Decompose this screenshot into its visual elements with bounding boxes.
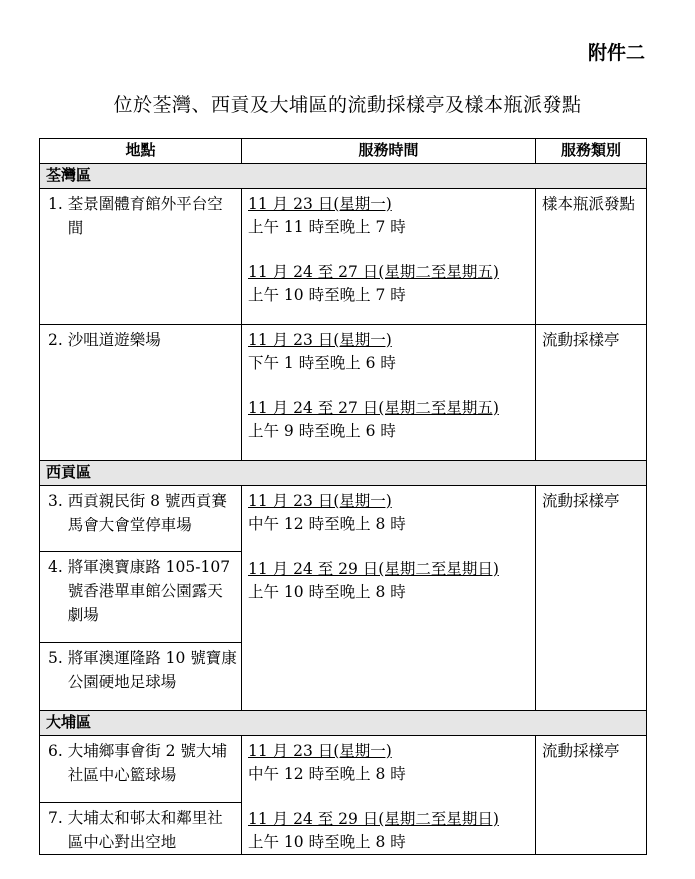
slot-hours: 中午 12 時至晚上 8 時 bbox=[248, 765, 406, 783]
table-header-row bbox=[40, 139, 647, 164]
slot-hours: 中午 12 時至晚上 8 時 bbox=[248, 515, 406, 533]
region-row bbox=[40, 164, 647, 189]
site-name: 沙咀道遊樂場 bbox=[67, 331, 161, 349]
site-name: 荃景圍體育館外平台空間 bbox=[67, 195, 223, 237]
slot-hours: 下午 1 時至晚上 6 時 bbox=[248, 354, 396, 372]
location-cell bbox=[40, 802, 242, 854]
slot-date: 11 月 23 日(星期一) bbox=[248, 742, 392, 760]
region-name: 大埔區 bbox=[40, 711, 647, 736]
site-number: 7. bbox=[48, 808, 68, 827]
site-number: 5. bbox=[48, 649, 68, 667]
service-type-cell: 流動採樣亭 bbox=[536, 325, 647, 461]
table-row bbox=[40, 486, 647, 552]
location-cell bbox=[40, 552, 242, 643]
location-cell bbox=[40, 189, 242, 325]
slot-date: 11 月 24 至 27 日(星期二至星期五) bbox=[248, 263, 499, 281]
region-row bbox=[40, 711, 647, 736]
service-type-cell: 流動採樣亭 bbox=[536, 736, 647, 855]
site-name: 將軍澳運隆路 10 號寶康公園硬地足球場 bbox=[67, 649, 237, 691]
location-cell bbox=[40, 643, 242, 711]
table-row bbox=[40, 189, 647, 325]
site-name: 西貢親民街 8 號西貢賽馬會大會堂停車場 bbox=[67, 492, 227, 534]
site-number: 4. bbox=[48, 558, 68, 576]
slot-hours: 上午 11 時至晚上 7 時 bbox=[248, 218, 406, 236]
location-cell bbox=[40, 736, 242, 803]
service-time-cell bbox=[242, 736, 536, 855]
header-location: 地點 bbox=[40, 139, 242, 164]
header-service-type: 服務類別 bbox=[536, 139, 647, 164]
service-time-cell bbox=[242, 189, 536, 325]
region-name: 西貢區 bbox=[40, 461, 647, 486]
slot-hours: 上午 10 時至晚上 8 時 bbox=[248, 833, 406, 851]
slot-hours: 上午 10 時至晚上 7 時 bbox=[248, 286, 406, 304]
slot-hours: 上午 9 時至晚上 6 時 bbox=[248, 422, 396, 440]
slot-date: 11 月 24 至 29 日(星期二至星期日) bbox=[248, 560, 499, 578]
slot-date: 11 月 24 至 27 日(星期二至星期五) bbox=[248, 399, 499, 417]
site-number: 2. bbox=[48, 331, 68, 349]
location-cell bbox=[40, 486, 242, 552]
slot-hours: 上午 10 時至晚上 8 時 bbox=[248, 583, 406, 601]
slot-date: 11 月 23 日(星期一) bbox=[248, 331, 392, 349]
slot-date: 11 月 24 至 29 日(星期二至星期日) bbox=[248, 810, 499, 828]
site-number: 1. bbox=[48, 195, 68, 213]
site-name: 將軍澳寶康路 105-107 號香港單車館公園露天劇場 bbox=[67, 558, 231, 624]
slot-date: 11 月 23 日(星期一) bbox=[248, 492, 392, 510]
document-title: 位於荃灣、西貢及大埔區的流動採樣亭及樣本瓶派發點 bbox=[113, 94, 582, 116]
service-time-cell bbox=[242, 486, 536, 711]
service-type-cell: 樣本瓶派發點 bbox=[536, 189, 647, 325]
schedule-table bbox=[39, 138, 647, 855]
table-row bbox=[40, 736, 647, 803]
table-row bbox=[40, 325, 647, 461]
annex-label: 附件二 bbox=[587, 42, 645, 64]
service-type-cell: 流動採樣亭 bbox=[536, 486, 647, 711]
site-number: 3. bbox=[48, 492, 68, 510]
site-name: 大埔太和邨太和鄰里社區中心對出空地 bbox=[67, 808, 223, 851]
region-row bbox=[40, 461, 647, 486]
header-service-time: 服務時間 bbox=[242, 139, 536, 164]
site-name: 大埔鄉事會街 2 號大埔社區中心籃球場 bbox=[67, 742, 227, 784]
slot-date: 11 月 23 日(星期一) bbox=[248, 195, 392, 213]
location-cell bbox=[40, 325, 242, 461]
service-time-cell bbox=[242, 325, 536, 461]
region-name: 荃灣區 bbox=[40, 164, 647, 189]
site-number: 6. bbox=[48, 742, 68, 760]
